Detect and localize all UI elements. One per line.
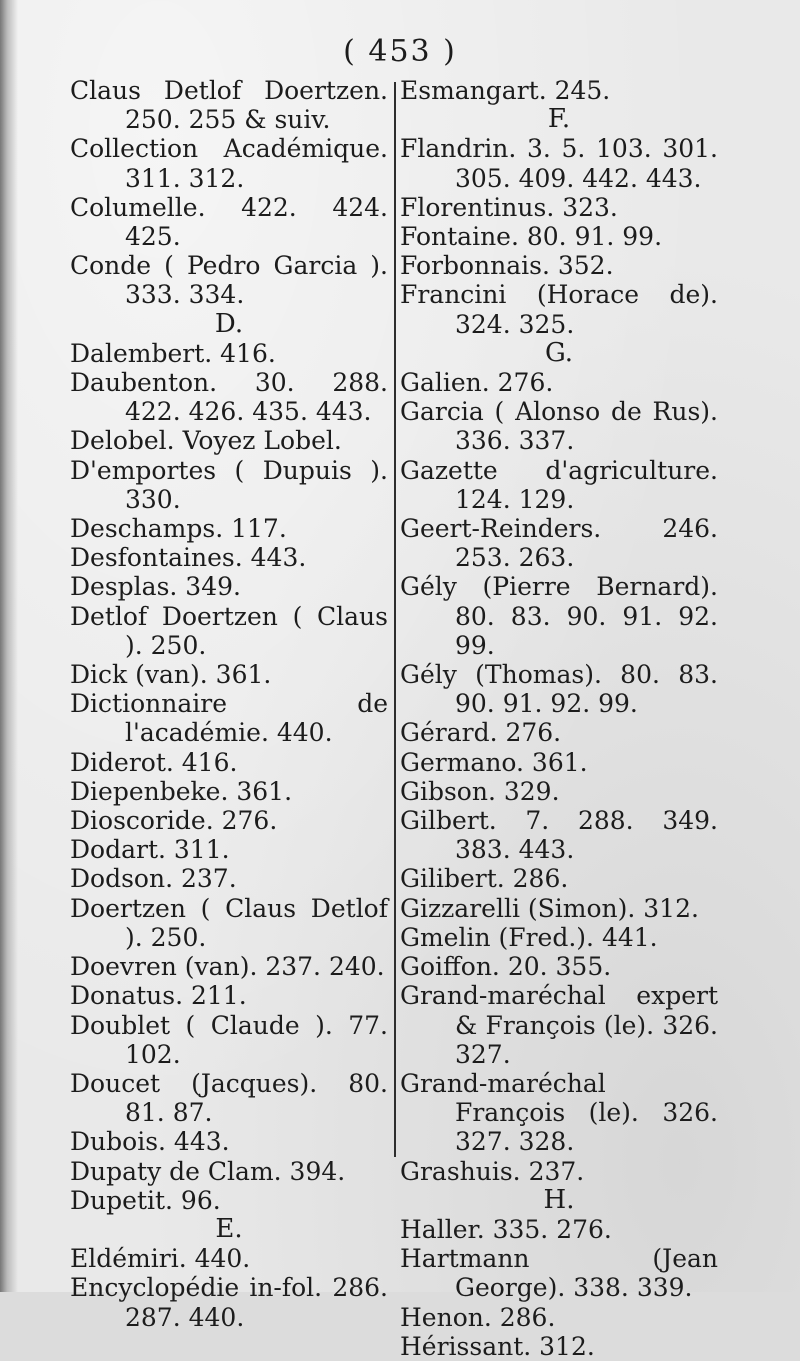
section-letter: H. [543, 1184, 575, 1215]
index-entry: Esmangart. 245. [400, 76, 611, 105]
index-column-right [400, 76, 718, 1361]
index-entry: Gibson. 329. [400, 776, 560, 806]
index-entry: Dodart. 311. [70, 835, 230, 865]
index-entry: D'emportes ( Dupuis ). 330. [70, 455, 388, 514]
index-entry: Diepenbeke. 361. [70, 776, 293, 806]
index-entry: Encyclopédie in-fol. 286. 287. 440. [70, 1273, 388, 1332]
index-entry: Gérard. 276. [400, 718, 562, 748]
index-entry: Gmelin (Fred.). 441. [400, 922, 658, 952]
section-letter: E. [215, 1213, 243, 1244]
index-entry: Doertzen ( Claus Detlof ). 250. [70, 893, 388, 952]
index-entry: Grashuis. 237. [400, 1156, 585, 1186]
index-entry: Hartmann (Jean George). 338. 339. [400, 1244, 718, 1303]
index-entry: Dupaty de Clam. 394. [70, 1156, 346, 1186]
column-divider [394, 82, 396, 1157]
index-entry: Gazette d'agriculture. 124. 129. [400, 455, 718, 514]
index-entry: Grand-maréchal expert & François (le). 326. 327. [400, 981, 718, 1069]
index-entry: Detlof Doertzen ( Claus ). 250. [70, 601, 388, 660]
section-letter: F. [547, 104, 571, 135]
page-binding-shadow [0, 0, 18, 1292]
index-entry: Dictionnaire de l'académie. 440. [70, 689, 388, 748]
index-entry: Gizzarelli (Simon). 312. [400, 893, 699, 923]
index-entry: Garcia ( Alonso de Rus). 336. 337. [400, 397, 718, 456]
index-entry: Donatus. 211. [70, 981, 247, 1011]
section-letter: D. [214, 308, 244, 339]
index-entry: Diderot. 416. [70, 747, 238, 777]
index-entry: Gilibert. 286. [400, 864, 569, 894]
index-column-left [70, 76, 388, 1332]
index-entry: Desplas. 349. [70, 572, 241, 602]
index-entry: Delobel. Voyez Lobel. [70, 426, 342, 456]
index-entry: Haller. 335. 276. [400, 1214, 612, 1244]
index-entry: Florentinus. 323. [400, 192, 618, 222]
index-entry: Geert-Reinders. 246. 253. 263. [400, 514, 718, 573]
index-entry: Doucet (Jacques). 80. 81. 87. [70, 1068, 388, 1128]
page-number: ( 453 ) [343, 34, 457, 69]
index-entry: Dick (van). 361. [70, 660, 272, 690]
index-entry: Gély (Thomas). 80. 83. 90. 91. 92. 99. [400, 660, 718, 719]
index-entry: Daubenton. 30. 288. 422. 426. 435. 443. [70, 368, 388, 427]
index-entry: Dodson. 237. [70, 864, 237, 894]
index-entry: Goiffon. 20. 355. [400, 952, 612, 982]
index-entry: Grand-maréchal François (le). 326. 327. 328. [400, 1068, 718, 1157]
index-entry: Dubois. 443. [70, 1127, 230, 1157]
index-entry: Dalembert. 416. [70, 338, 276, 368]
index-entry: Fontaine. 80. 91. 99. [400, 222, 663, 252]
index-entry: Dioscoride. 276. [70, 806, 278, 836]
index-entry: Doublet ( Claude ). 77. 102. [70, 1010, 388, 1069]
index-entry: Columelle. 422. 424. 425. [70, 192, 388, 252]
index-entry: Henon. 286. [400, 1302, 556, 1332]
index-entry: Galien. 276. [400, 368, 554, 398]
index-entry: Eldémiri. 440. [70, 1244, 251, 1274]
section-letter: G. [544, 337, 574, 368]
index-entry: Desfontaines. 443. [70, 543, 307, 573]
index-entry: Claus Detlof Doertzen. 250. 255 & suiv. [70, 76, 388, 135]
index-entry: Hérissant. 312. [400, 1331, 595, 1361]
index-entry: Forbonnais. 352. [400, 251, 614, 281]
index-entry: Collection Académique. 311. 312. [70, 134, 388, 193]
index-entry: Germano. 361. [400, 747, 588, 777]
index-entry: Dupetit. 96. [70, 1185, 221, 1215]
index-entry: Deschamps. 117. [70, 514, 287, 544]
index-entry: Francini (Horace de). 324. 325. [400, 280, 718, 339]
index-entry: Gilbert. 7. 288. 349. 383. 443. [400, 806, 718, 865]
index-entry: Gély (Pierre Bernard). 80. 83. 90. 91. 92. 99. [400, 572, 718, 660]
index-entry: Flandrin. 3. 5. 103. 301. 305. 409. 442. 443. [400, 134, 718, 193]
index-entry: Doevren (van). 237. 240. [70, 952, 385, 982]
index-entry: Conde ( Pedro Garcia ). 333. 334. [70, 251, 388, 310]
